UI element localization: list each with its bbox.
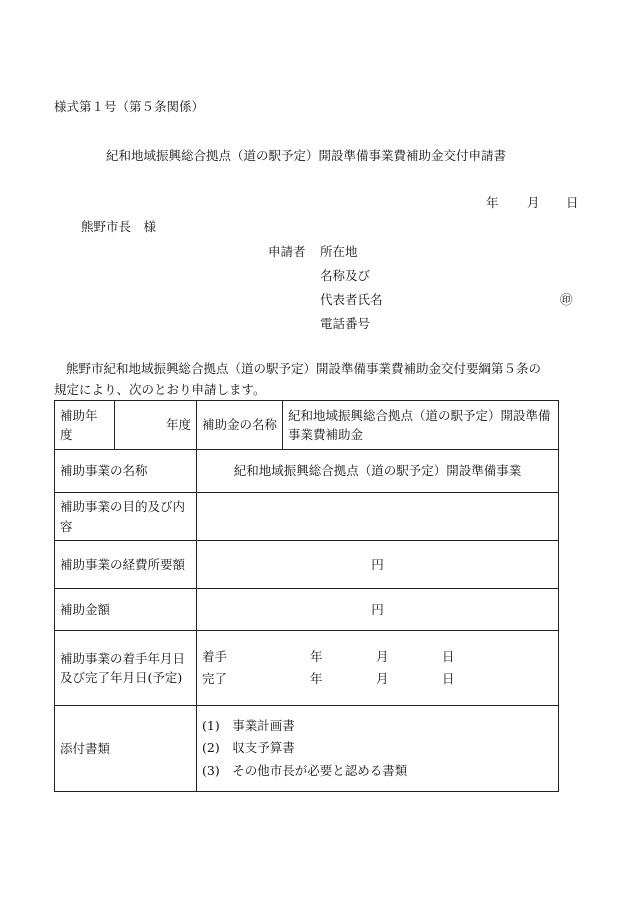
amount-value — [197, 589, 559, 631]
purpose-value — [197, 493, 559, 541]
end-year: 年 — [310, 671, 323, 686]
body-text-line-1: 熊野市紀和地域振興総合拠点（道の駅予定）開設準備事業費補助金交付要綱第５条の — [66, 361, 542, 376]
applicant-representative-label: 代表者氏名 — [320, 292, 383, 307]
end-day: 日 — [442, 671, 455, 686]
end-label: 完了 — [202, 671, 228, 686]
application-table — [54, 400, 559, 792]
fiscal-year-cell — [115, 401, 197, 450]
start-label: 着手 — [202, 648, 228, 664]
applicant-phone-label: 電話番号 — [320, 316, 371, 331]
period-label: 補助事業の着手年月日及び完了年月日(予定) — [55, 631, 197, 706]
seal-mark: ㊞ — [560, 292, 573, 307]
table-row — [55, 589, 559, 631]
table-row — [55, 401, 559, 450]
amount-label: 補助金額 — [55, 589, 197, 631]
attachments-list — [197, 706, 559, 792]
date-day: 日 — [566, 195, 579, 210]
start-year: 年 — [310, 648, 323, 664]
applicant-label: 申請者 — [268, 244, 306, 259]
addressee: 熊野市長 様 — [81, 219, 157, 234]
subsidy-name-value: 紀和地域振興総合拠点（道の駅予定）開設準備事業費補助金 — [283, 401, 559, 450]
attachments-label: 添付書類 — [55, 706, 197, 792]
body-text-line-2: 規定により、次のとおり申請します。 — [54, 382, 266, 397]
start-month: 月 — [376, 648, 389, 664]
start-date-row — [202, 646, 553, 669]
attachment-item: (3) その他市長が必要と認める書類 — [202, 762, 408, 778]
table-row — [55, 541, 559, 589]
table-row — [55, 631, 559, 706]
cost-unit: 円 — [371, 556, 384, 572]
cost-value — [197, 541, 559, 589]
project-name-label: 補助事業の名称 — [55, 450, 197, 493]
table-row — [55, 450, 559, 493]
end-month: 月 — [376, 671, 389, 686]
amount-unit: 円 — [371, 601, 384, 617]
attachment-item: (1) 事業計画書 — [202, 717, 295, 733]
date-year: 年 — [486, 195, 499, 210]
form-number: 様式第１号（第５条関係） — [54, 99, 205, 114]
fiscal-year-suffix: 年度 — [165, 417, 191, 433]
cost-label: 補助事業の経費所要額 — [55, 541, 197, 589]
applicant-address-label: 所在地 — [320, 244, 358, 259]
table-row — [55, 493, 559, 541]
applicant-name-label: 名称及び — [320, 268, 371, 283]
start-day: 日 — [442, 648, 455, 664]
attachment-item: (2) 収支予算書 — [202, 740, 295, 756]
fiscal-year-label: 補助年度 — [55, 401, 115, 450]
subsidy-name-label: 補助金の名称 — [197, 401, 283, 450]
document-title: 紀和地域振興総合拠点（道の駅予定）開設準備事業費補助金交付申請書 — [106, 148, 507, 163]
end-date-row — [202, 668, 553, 691]
date-month: 月 — [527, 195, 540, 210]
period-value — [197, 631, 559, 706]
project-name-value: 紀和地域振興総合拠点（道の駅予定）開設準備事業 — [197, 450, 559, 493]
purpose-label: 補助事業の目的及び内容 — [55, 493, 197, 541]
table-row — [55, 706, 559, 792]
